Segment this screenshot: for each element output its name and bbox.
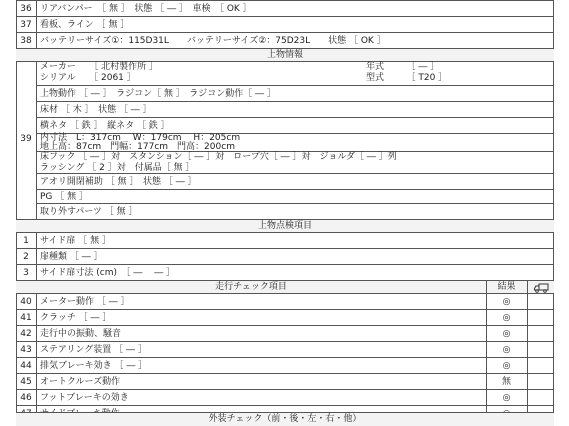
row-number: 38 bbox=[20, 36, 32, 46]
row-number: 2 bbox=[23, 252, 29, 262]
section-title: 走行チェック項目 bbox=[215, 282, 287, 292]
pg-row bbox=[36, 189, 554, 203]
section-header-drive-check bbox=[16, 280, 554, 293]
maker-field: メーカー ［ 北村製作所 ］ bbox=[40, 62, 159, 72]
row-number: 40 bbox=[20, 297, 32, 307]
row-text: クラッチ ［ ― ］ bbox=[40, 313, 112, 323]
neta-row bbox=[36, 117, 554, 133]
section-title: 外装チェック（前・後・左・右・他） bbox=[208, 414, 362, 424]
row-text: 看板、ライン ［ 無 ］ bbox=[40, 20, 130, 30]
hooks-field: 床フック ［ ― ］対 スタンション［ ― ］対 ロープ穴［ ― ］対 ジョルダ［ ― ］列 bbox=[40, 152, 397, 162]
drive-check-row bbox=[16, 293, 554, 309]
lashing-field: ラッシング ［ 2 ］対 付属品［ 無 ］ bbox=[40, 163, 195, 173]
year-field: 年式 ［ ― ］ bbox=[366, 62, 440, 72]
hooks-row bbox=[36, 151, 554, 173]
inner-dimensions: 内寸法 L：317cm W：179cm H：205cm bbox=[40, 133, 241, 143]
removable-row bbox=[36, 203, 554, 219]
floor-field: 床材 ［ 木 ］ 状態 ［ ― ］ bbox=[40, 105, 152, 115]
body-check-row bbox=[16, 248, 554, 264]
row-text: フットブレーキの効き bbox=[40, 393, 129, 403]
result-cell: ◎ bbox=[502, 297, 511, 307]
removable-field: 取り外すパーツ ［ 無 ］ bbox=[40, 207, 138, 217]
result-cell: ◎ bbox=[502, 329, 511, 339]
result-cell: ◎ bbox=[502, 393, 511, 403]
row-38 bbox=[16, 32, 554, 48]
row-number: 45 bbox=[20, 377, 32, 387]
row-number: 41 bbox=[20, 313, 32, 323]
row-text: リアバンパー ［ 無 ］ 状態 ［ ― ］ 車検 ［ OK ］ bbox=[40, 4, 252, 14]
serial-field: シリアル ［ 2061 ］ bbox=[40, 73, 136, 83]
row-number: 46 bbox=[20, 393, 32, 403]
row-text: ステアリング装置 ［ ― ］ bbox=[40, 345, 147, 355]
operation-field: 上物動作 ［ ― ］ ラジコン［ 無 ］ ラジコン動作［ ― ］ bbox=[40, 89, 277, 99]
row-number: 42 bbox=[20, 329, 32, 339]
row-number: 37 bbox=[20, 20, 32, 30]
ground-height: 地上高：87cm 門幅：177cm 門高：200cm bbox=[40, 142, 235, 152]
row-text: オートクルーズ動作 bbox=[40, 377, 121, 387]
result-cell: 無 bbox=[501, 377, 511, 387]
operation-row bbox=[36, 85, 554, 101]
drive-check-row bbox=[16, 309, 554, 325]
result-cell: ◎ bbox=[502, 313, 511, 323]
section-header-body-info bbox=[16, 48, 554, 61]
row-text: 走行中の振動、騒音 bbox=[40, 329, 122, 339]
floor-row bbox=[36, 101, 554, 117]
drive-check-row bbox=[16, 373, 554, 389]
section-title: 上物点検項目 bbox=[257, 221, 312, 231]
dimensions-row bbox=[36, 133, 554, 151]
row-37 bbox=[16, 16, 554, 32]
row-text: サイド扉 ［ 無 ］ bbox=[40, 236, 111, 246]
drive-check-row bbox=[16, 325, 554, 341]
section-title: 上物情報 bbox=[266, 50, 303, 60]
drive-check-row bbox=[16, 389, 554, 405]
body-check-row bbox=[16, 264, 554, 280]
row-number: 36 bbox=[20, 4, 32, 14]
row-36 bbox=[16, 0, 554, 16]
body-check-row bbox=[16, 232, 554, 248]
section-header-exterior-check bbox=[16, 412, 554, 426]
row-text: 扉種類 ［ ― ］ bbox=[40, 252, 103, 262]
row-text: メーター動作 ［ ― ］ bbox=[40, 297, 130, 307]
row-text: サイド扉寸法 (cm) ［ ― ― ］ bbox=[40, 268, 176, 278]
row-number: 44 bbox=[20, 361, 32, 371]
row-text: 排気ブレーキ効き ［ ― ］ bbox=[40, 361, 148, 371]
row-text: バッテリーサイズ①：115D31L バッテリーサイズ②：75D23L 状態 ［ OK ］ bbox=[40, 36, 386, 46]
aori-row bbox=[36, 173, 554, 189]
row-number: 39 bbox=[20, 134, 32, 144]
maker-row bbox=[36, 61, 554, 85]
section-header-body-check bbox=[16, 219, 554, 232]
drive-check-row bbox=[16, 341, 554, 357]
row-number: 3 bbox=[23, 268, 29, 278]
neta-field: 横ネタ ［ 鉄 ］ 縦ネタ ［ 鉄 ］ bbox=[40, 121, 170, 131]
pg-field: PG ［ 無 ］ bbox=[40, 192, 88, 202]
row-number: 43 bbox=[20, 345, 32, 355]
aori-field: アオリ開閉補助 ［ 無 ］ 状態 ［ ― ］ bbox=[40, 177, 197, 187]
row-number: 1 bbox=[23, 236, 29, 246]
result-column-header: 結果 bbox=[497, 282, 516, 292]
result-cell: ◎ bbox=[502, 345, 511, 355]
drive-check-row bbox=[16, 357, 554, 373]
result-cell: ◎ bbox=[502, 361, 511, 371]
model-field: 型式 ［ T20 ］ bbox=[366, 73, 448, 83]
